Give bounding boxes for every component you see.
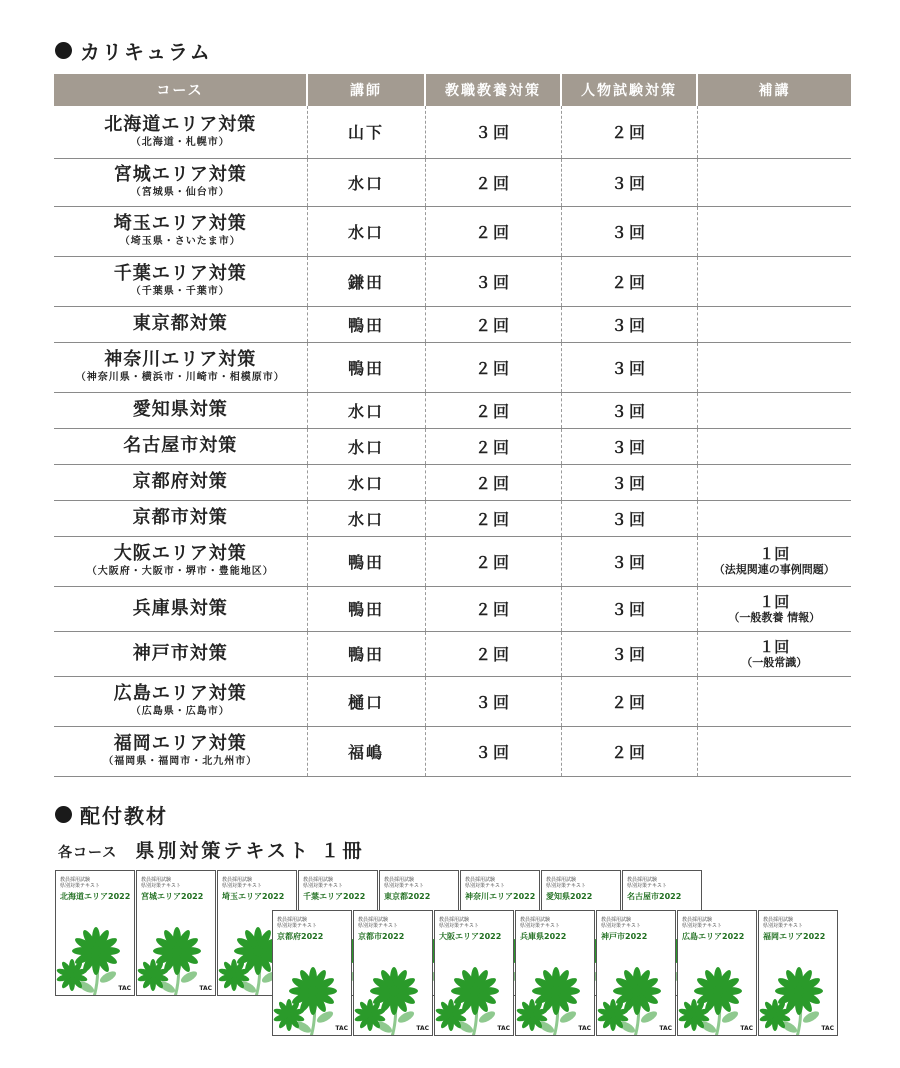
teacher-cell [307,256,425,306]
cover-title: 神戸市2022 [601,932,648,941]
teacher-cell-value: 水口 [347,509,384,529]
cover-line1: 教員採用試験 [682,917,713,923]
hoko-cell [697,631,851,676]
textbook-cover [515,910,595,1036]
table-row [54,106,851,158]
cover-line1: 教員採用試験 [465,877,496,883]
table-row [54,586,851,631]
jinbutsu-cell [561,342,697,392]
course-name: 広島エリア対策 [113,683,247,704]
course-area: （広島県・広島市） [130,706,230,717]
teacher-cell-value: 鴨田 [347,315,384,335]
course-name: 埼玉エリア対策 [113,213,247,234]
textbook-cover [136,870,216,996]
jinbutsu-cell-value: ３回 [610,222,647,242]
cover-line1: 教員採用試験 [627,877,658,883]
teacher-cell-value: 水口 [347,222,384,242]
teacher-cell [307,306,425,342]
kyoshoku-cell [425,500,561,536]
tac-logo: TAC [578,1025,591,1032]
course-cell [54,464,307,500]
kyoshoku-cell-value: ２回 [474,358,511,378]
hoko-cell [697,256,851,306]
teacher-cell-value: 水口 [347,401,384,421]
kyoshoku-cell [425,536,561,586]
table-row [54,306,851,342]
teacher-cell [307,676,425,726]
cover-line1: 教員採用試験 [141,877,172,883]
textbook-cover [596,910,676,1036]
table-row [54,500,851,536]
hoko-cell [697,206,851,256]
tac-logo: TAC [335,1025,348,1032]
course-area: （北海道・札幌市） [130,136,230,148]
cover-title: 神奈川エリア2022 [465,892,536,901]
course-cell [54,676,307,726]
cover-title: 兵庫県2022 [520,932,567,941]
kyoshoku-cell [425,586,561,631]
hoko-cell [697,726,851,776]
teacher-cell [307,106,425,158]
jinbutsu-cell [561,676,697,726]
course-name: 京都市対策 [132,507,228,528]
tac-logo: TAC [199,985,212,992]
materials-prefix: 各コース [58,845,118,861]
cover-line1: 教員採用試験 [546,877,577,883]
cover-title: 東京都2022 [384,892,431,901]
kyoshoku-cell [425,428,561,464]
hoko-count: １回 [759,545,790,563]
cover-line2: 県別対策テキスト [546,883,586,889]
table-row [54,631,851,676]
header-jinbutsu: 人物試験対策 [561,74,697,106]
course-name: 愛知県対策 [132,399,228,420]
course-name: 名古屋市対策 [123,435,238,456]
cover-line1: 教員採用試験 [763,917,794,923]
jinbutsu-cell [561,586,697,631]
table-header-row [54,74,851,106]
cover-title: 京都市2022 [358,932,405,941]
tac-logo: TAC [821,1025,834,1032]
jinbutsu-cell [561,500,697,536]
teacher-cell-value: 樋口 [347,692,384,712]
kyoshoku-cell [425,676,561,726]
kyoshoku-cell-value: ３回 [474,742,511,762]
hoko-cell [697,106,851,158]
curriculum-heading [55,36,212,65]
cover-title: 広島エリア2022 [682,932,745,941]
header-hoko: 補講 [697,74,851,106]
cover-line2: 県別対策テキスト [277,923,317,929]
jinbutsu-cell [561,631,697,676]
textbook-cover [758,910,838,1036]
jinbutsu-cell-value: ３回 [610,645,647,664]
cover-title: 愛知県2022 [546,892,593,901]
teacher-cell-value: 水口 [347,173,384,193]
hoko-count: １回 [759,592,790,611]
jinbutsu-cell [561,428,697,464]
kyoshoku-cell [425,158,561,206]
course-cell [54,586,307,631]
course-cell [54,306,307,342]
hoko-cell [697,500,851,536]
jinbutsu-cell-value: ３回 [610,358,647,378]
cover-title: 宮城エリア2022 [141,892,204,901]
course-area: （宮城県・仙台市） [130,187,230,198]
cover-line1: 教員採用試験 [222,877,253,883]
kyoshoku-cell [425,256,561,306]
course-cell [54,106,307,158]
kyoshoku-cell [425,342,561,392]
kyoshoku-cell-value: ２回 [474,173,511,193]
kyoshoku-cell-value: ２回 [474,509,511,529]
cover-line2: 県別対策テキスト [384,883,424,889]
course-cell [54,536,307,586]
hoko-cell [697,464,851,500]
teacher-cell [307,500,425,536]
jinbutsu-cell-value: ２回 [610,123,647,143]
cover-line1: 教員採用試験 [384,877,415,883]
hoko-cell [697,536,851,586]
teacher-cell-value: 水口 [347,437,384,457]
teacher-cell-value: 鴨田 [347,552,384,572]
tac-logo: TAC [497,1025,510,1032]
hoko-cell [697,392,851,428]
course-name: 兵庫県対策 [132,597,228,619]
table-row [54,158,851,206]
cover-line2: 県別対策テキスト [682,923,722,929]
hoko-cell [697,342,851,392]
course-name: 大阪エリア対策 [113,543,247,564]
kyoshoku-cell [425,464,561,500]
jinbutsu-cell-value: ３回 [610,315,647,335]
cover-line1: 教員採用試験 [303,877,334,883]
cover-line1: 教員採用試験 [358,917,389,923]
teacher-cell [307,392,425,428]
teacher-cell [307,726,425,776]
course-area: （千葉県・千葉市） [130,286,230,297]
jinbutsu-cell-value: ２回 [610,272,647,292]
curriculum-title: カリキュラム [80,40,212,64]
cover-title: 千葉エリア2022 [303,892,366,901]
textbook-cover [434,910,514,1036]
jinbutsu-cell-value: ３回 [610,509,647,529]
teacher-cell-value: 水口 [347,473,384,493]
cover-title: 京都府2022 [277,932,324,941]
header-teacher: 講師 [307,74,425,106]
jinbutsu-cell-value: ３回 [610,173,647,193]
jinbutsu-cell-value: ２回 [610,742,647,762]
course-area: （埼玉県・さいたま市） [119,236,241,247]
jinbutsu-cell-value: ３回 [610,600,647,619]
cover-title: 名古屋市2022 [627,892,682,901]
kyoshoku-cell [425,306,561,342]
cover-line2: 県別対策テキスト [601,923,641,929]
course-cell [54,392,307,428]
hoko-cell [697,158,851,206]
table-row [54,726,851,776]
kyoshoku-cell-value: ２回 [474,473,511,493]
cover-title: 埼玉エリア2022 [222,892,285,901]
kyoshoku-cell-value: ３回 [474,123,511,143]
jinbutsu-cell [561,464,697,500]
cover-line1: 教員採用試験 [439,917,470,923]
kyoshoku-cell-value: ２回 [474,222,511,242]
tac-logo: TAC [416,1025,429,1032]
teacher-cell [307,464,425,500]
course-name: 京都府対策 [132,471,228,492]
jinbutsu-cell [561,256,697,306]
cover-title: 福岡エリア2022 [763,932,826,941]
cover-line2: 県別対策テキスト [439,923,479,929]
tac-logo: TAC [740,1025,753,1032]
course-name: 福岡エリア対策 [113,733,247,754]
cover-line2: 県別対策テキスト [222,883,262,889]
kyoshoku-cell [425,206,561,256]
course-cell [54,158,307,206]
hoko-cell [697,676,851,726]
cover-line2: 県別対策テキスト [465,883,505,889]
materials-note [58,836,365,863]
course-name: 千葉エリア対策 [113,263,247,284]
textbook-cover [353,910,433,1036]
jinbutsu-cell [561,536,697,586]
teacher-cell [307,158,425,206]
course-name: 神奈川エリア対策 [104,349,257,370]
cover-line2: 県別対策テキスト [358,923,398,929]
jinbutsu-cell [561,306,697,342]
hoko-topic: （一般常識） [741,655,808,669]
cover-line1: 教員採用試験 [601,917,632,923]
jinbutsu-cell [561,106,697,158]
teacher-cell [307,631,425,676]
cover-line1: 教員採用試験 [520,917,551,923]
kyoshoku-cell-value: ３回 [474,272,511,292]
course-cell [54,206,307,256]
hoko-topic: （法規関連の事例問題） [713,563,835,576]
course-name: 東京都対策 [132,313,228,334]
course-cell [54,631,307,676]
cover-line2: 県別対策テキスト [60,883,100,889]
kyoshoku-cell [425,631,561,676]
course-area: （大阪府・大阪市・堺市・豊能地区） [86,566,274,577]
table-row [54,342,851,392]
table-row [54,676,851,726]
cover-line1: 教員採用試験 [277,917,308,923]
jinbutsu-cell-value: ３回 [610,473,647,493]
course-cell [54,726,307,776]
jinbutsu-cell-value: ３回 [610,552,647,572]
hoko-cell [697,428,851,464]
header-kyoshoku: 教職教養対策 [425,74,561,106]
course-name: 神戸市対策 [132,642,228,664]
table-row [54,392,851,428]
materials-title: 配付教材 [80,804,168,828]
teacher-cell-value: 鴨田 [347,645,384,664]
teacher-cell [307,428,425,464]
teacher-cell [307,536,425,586]
course-cell [54,500,307,536]
cover-line2: 県別対策テキスト [763,923,803,929]
materials-main: 県別対策テキスト １冊 [135,840,365,862]
course-cell [54,256,307,306]
jinbutsu-cell [561,726,697,776]
jinbutsu-cell-value: ２回 [610,692,647,712]
textbook-cover [272,910,352,1036]
curriculum-table [54,74,851,777]
table-row [54,256,851,306]
kyoshoku-cell-value: ２回 [474,645,511,664]
kyoshoku-cell [425,106,561,158]
course-name: 北海道エリア対策 [104,113,257,135]
tac-logo: TAC [659,1025,672,1032]
teacher-cell-value: 鎌田 [347,272,384,292]
cover-title: 大阪エリア2022 [439,932,502,941]
teacher-cell-value: 山下 [347,123,384,143]
course-cell [54,342,307,392]
table-row [54,464,851,500]
cover-line2: 県別対策テキスト [627,883,667,889]
jinbutsu-cell-value: ３回 [610,437,647,457]
materials-heading [55,800,168,829]
kyoshoku-cell-value: ３回 [474,692,511,712]
kyoshoku-cell [425,392,561,428]
hoko-count: １回 [759,637,790,656]
teacher-cell [307,586,425,631]
cover-line2: 県別対策テキスト [520,923,560,929]
hoko-cell [697,586,851,631]
bullet-icon [55,42,72,59]
jinbutsu-cell [561,392,697,428]
bullet-icon [55,806,72,823]
course-area: （神奈川県・横浜市・川崎市・相模原市） [75,372,285,383]
course-area: （福岡県・福岡市・北九州市） [103,756,258,767]
cover-title: 北海道エリア2022 [60,892,131,901]
cover-line2: 県別対策テキスト [141,883,181,889]
kyoshoku-cell-value: ２回 [474,600,511,619]
header-course: コース [54,74,307,106]
table-row [54,428,851,464]
teacher-cell-value: 福嶋 [347,742,384,762]
jinbutsu-cell [561,206,697,256]
course-cell [54,428,307,464]
kyoshoku-cell-value: ２回 [474,315,511,335]
jinbutsu-cell-value: ３回 [610,401,647,421]
kyoshoku-cell-value: ２回 [474,401,511,421]
teacher-cell-value: 鴨田 [347,600,384,619]
teacher-cell [307,342,425,392]
kyoshoku-cell-value: ２回 [474,437,511,457]
hoko-topic: （一般教養 情報） [728,610,821,624]
hoko-cell [697,306,851,342]
kyoshoku-cell [425,726,561,776]
textbook-cover [677,910,757,1036]
teacher-cell [307,206,425,256]
cover-line2: 県別対策テキスト [303,883,343,889]
kyoshoku-cell-value: ２回 [474,552,511,572]
table-row [54,536,851,586]
jinbutsu-cell [561,158,697,206]
course-name: 宮城エリア対策 [113,164,247,185]
cover-line1: 教員採用試験 [60,877,91,883]
textbook-cover [55,870,135,996]
tac-logo: TAC [118,985,131,992]
teacher-cell-value: 鴨田 [347,358,384,378]
table-row [54,206,851,256]
